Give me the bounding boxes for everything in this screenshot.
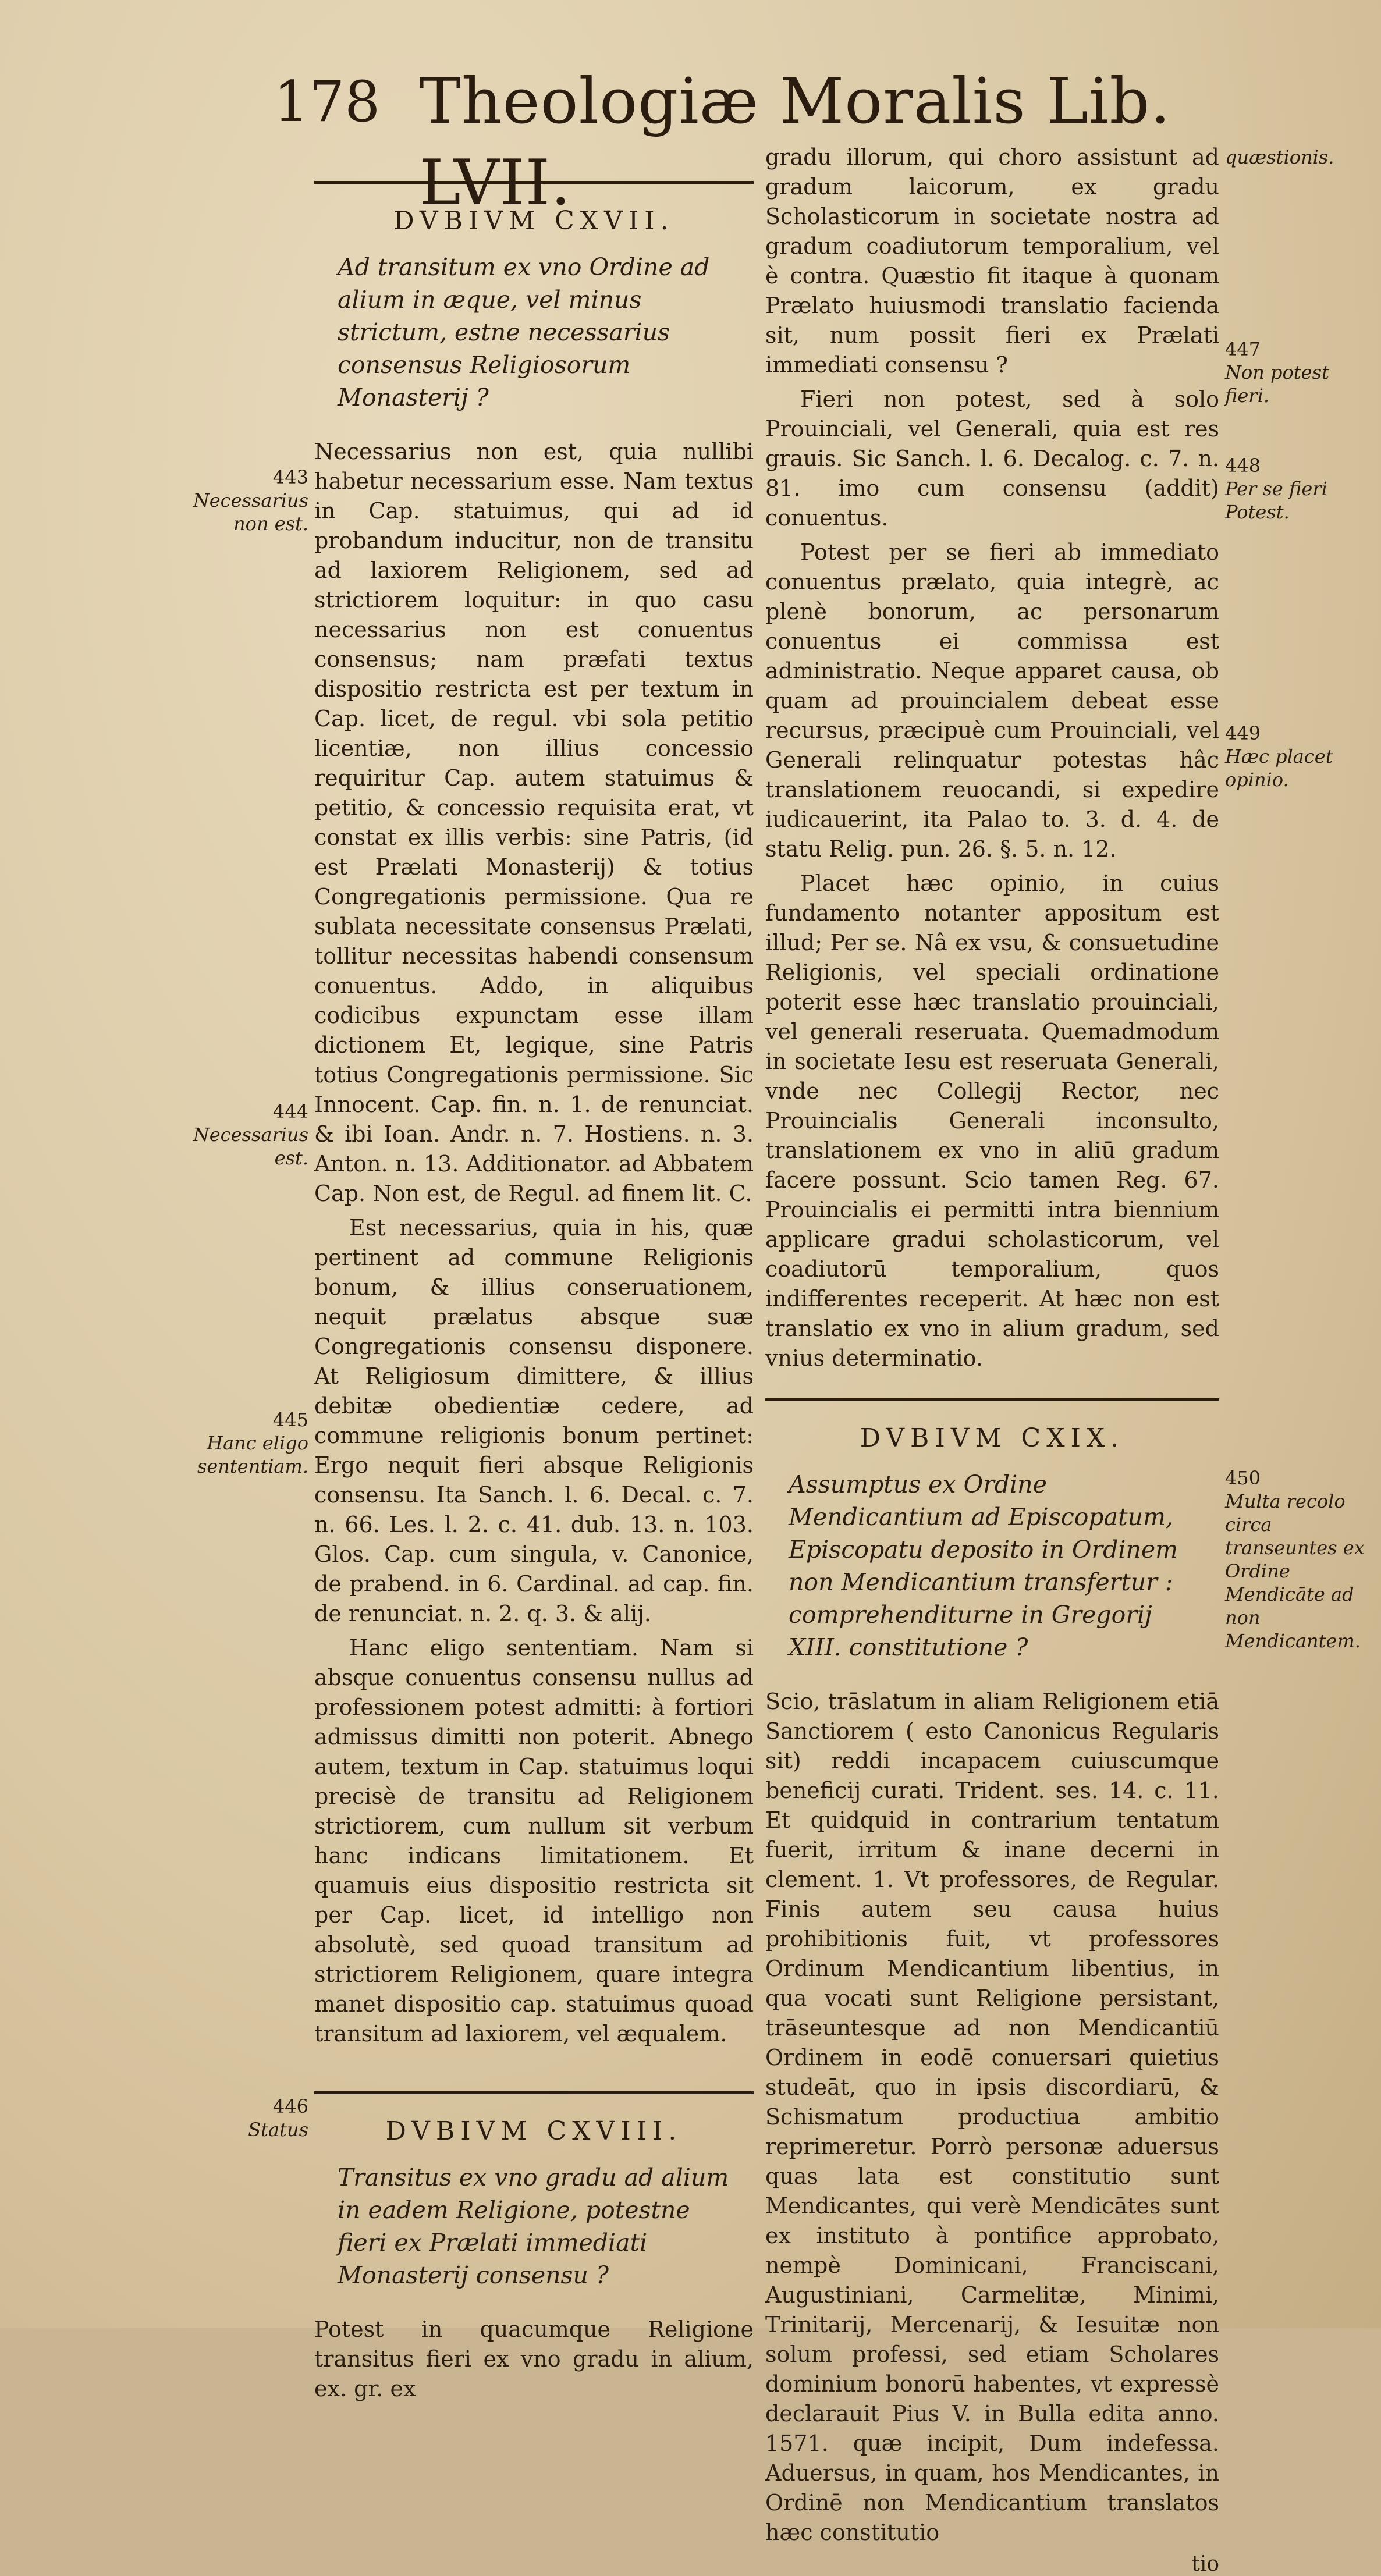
margin-note-448: 448 Per se fieri Potest.: [1225, 454, 1327, 523]
right-continuation: gradu illorum, qui choro assistunt ad gradum laicorum, ex gradu Scholasticorum in societate nostra ad gradum coadiutorum temporalium, vel è contra. Quæstio fit itaque à quonam Prælato huiusmodi translatio facienda sit, num possit fieri ex Prælati immediati consensu ?: [765, 144, 1219, 378]
section-rule: [314, 179, 754, 185]
dubium-119-question: Assumptus ex Ordine Mendicantium ad Episcopatum, Episcopatu deposito in Ordinem non Mendicantium transfertur : comprehenditurne in Gregorij XIII. constitutione ?: [789, 1470, 1178, 1661]
right-paragraph-1: Fieri non potest, sed à solo Prouinciali, vel Generali, quia est res grauis. Sic Sanch. l. 6. Decalog. c. 7. n. 81. imo cum consensu (addit) conuentus.: [765, 386, 1219, 531]
margin-note-443: 443 Necessarius non est.: [193, 466, 308, 535]
dubium-119-paragraph: Scio, trāslatum in aliam Religionem etiā Sanctiorem ( esto Canonicus Regularis sit) reddi incapacem cuiuscumque beneficij curati. Trident. ses. 14. c. 11. Et quidquid in contrarium tentatum fuerit, irritum & inane decerni in clement. 1. Vt professores, de Regular. Finis autem seu causa huius prohibitionis fuit, vt professores Ordinum Mendicantium libentius, in qua vocati sunt Religione persistant, trāseuntesque ad non Mendicantiū Ordinem in eodē conuersari quietius studeāt, quo in ipsis discordiarū, & Schismatum productiua ambitio reprimeretur. Porrò personæ aduersus quas lata est constitutio sunt Mendicantes, qui verè Mendicātes sunt ex instituto à pontifice approbato, nempè Dominicani, Franciscani, Augustiniani, Carmelitæ, Minimi, Trinitarij, Mercenarij, & Iesuitæ non solum professi, sed etiam Scholares dominium bonorū habentes, vt expressè declarauit Pius V. in Bulla edita anno. 1571. quæ incipit, Dum indefessa. Aduersus, in quam, hos Mendicantes, in Ordinē non Mendicantium translatos hæc constitutio: [765, 1689, 1219, 2545]
margin-note-450: 450 Multa recolo circa transeuntes ex Ordine Mendicāte ad non Mendicantem.: [1225, 1467, 1365, 1652]
section-rule: [314, 2090, 754, 2095]
left-column: [314, 169, 754, 2408]
page-number: 178: [274, 69, 381, 134]
dubium-119-title: DVBIVM CXIX.: [860, 1423, 1125, 1453]
dubium-118-title: DVBIVM CXVIII.: [385, 2116, 683, 2146]
margin-note-449: 449 Hæc placet opinio.: [1225, 722, 1333, 791]
right-column: [765, 143, 1219, 2576]
dubium-117-paragraph-3: Hanc eligo sententiam. Nam si absque conuentus consensu nullus ad professionem potest admitti: à fortiori admissus dimitti non poterit. Abnego autem, textum in Cap. statuimus loqui precisè de transitu ad Religionem strictiorem, cum nullum sit verbum hanc indicans limitationem. Et quamuis eius dispositio restricta sit per Cap. licet, id intelligo non absolutè, sed quoad transitum ad strictiorem Religionem, quare integra manet dispositio cap. statuimus quoad transitum ad laxiorem, vel æqualem.: [314, 1635, 754, 2046]
dubium-118-question: Transitus ex vno gradu ad alium in eadem Religione, potestne fieri ex Prælati immediati Monasterij consensu ?: [338, 2163, 729, 2289]
catchword: tio: [1191, 2552, 1219, 2576]
page-header: [274, 61, 1234, 219]
margin-note-444: 444 Necessarius est.: [193, 1100, 308, 1169]
dubium-117-paragraph-1: Necessarius non est, quia nullibi habetur necessarium esse. Nam textus in Cap. statuimus, qui ad id probandum inducitur, non de transitu ad laxiorem Religionem, sed ad strictiorem loquitur: in quo casu necessarius non est conuentus consensus; nam præfati textus dispositio restricta est per textum in Cap. licet, de regul. vbi sola petitio licentiæ, non illius concessio requiritur Cap. autem statuimus & petitio, & concessio requisita erat, vt constat ex illis verbis: sine Patris, (id est Prælati Monasterij) & totius Congregationis permissione. Qua re sublata necessitate consensus Prælati, tollitur necessitas habendi consensum conuentus. Addo, in aliquibus codicibus expunctam esse illam dictionem Et, legique, sine Patris totius Congregationis permissione. Sic Innocent. Cap. fin. n. 1. de renunciat. & ibi Ioan. Andr. n. 7. Hostiens. n. 3. Anton. n. 13. Additionator. ad Abbatem Cap. Non est, de Regul. ad finem lit. C.: [314, 439, 754, 1206]
margin-note-quaestionis: quæstionis.: [1225, 146, 1334, 168]
dubium-118-paragraph: Potest in quacumque Religione transitus fieri ex vno gradu in alium, ex. gr. ex: [314, 2316, 754, 2401]
dubium-117-title: DVBIVM CXVII.: [393, 206, 674, 236]
margin-note-447: 447 Non potest fieri.: [1225, 338, 1329, 407]
margin-note-446: 446 Status: [248, 2095, 308, 2141]
dubium-117-paragraph-2: Est necessarius, quia in his, quæ pertinent ad commune Religionis bonum, & illius conseruationem, nequit prælatus absque suæ Congregationis consensu disponere. At Religiosum dimittere, & illius debitæ obedientiæ cedere, ad commune religionis bonum pertinet: Ergo nequit fieri absque Religionis consensu. Ita Sanch. l. 6. Decal. c. 7. n. 66. Les. l. 2. c. 41. dub. 13. n. 103. Glos. Cap. cum singula, v. Canonice, de prabend. in 6. Cardinal. ad cap. fin. de renunciat. n. 2. q. 3. & alij.: [314, 1215, 754, 1626]
section-rule: [765, 1397, 1219, 1402]
margin-note-445: 445 Hanc eligo sententiam.: [197, 1409, 308, 1477]
right-paragraph-3: Placet hæc opinio, in cuius fundamento notanter appositum est illud; Per se. Nâ ex vsu, & consuetudine Religionis, vel speciali ordinatione poterit esse hæc translatio prouinciali, vel generali reseruata. Quemadmodum in societate Iesu est reseruata Generali, vnde nec Collegij Rector, nec Prouincialis Generali inconsulto, translationem ex vno in aliū gradum facere possunt. Scio tamen Reg. 67. Prouincialis ei permitti intra biennium applicare gradui scholasticorum, vel coadiutorū temporalium, quos indifferentes receperit. At hæc non est translatio ex vno in alium gradum, sed vnius determinatio.: [765, 870, 1219, 1371]
right-paragraph-2: Potest per se fieri ab immediato conuentus prælato, quia integrè, ac plenè bonorum, ac personarum conuentus ei commissa est administratio. Neque apparet causa, ob quam ad prouincialem debeat esse recursus, præcipuè cum Prouinciali, vel Generali relinquatur potestas hâc translationem reuocandi, si expedire iudicauerint, ita Palao to. 3. d. 4. de statu Relig. pun. 26. §. 5. n. 12.: [765, 539, 1219, 862]
dubium-117-question: Ad transitum ex vno Ordine ad alium in æque, vel minus strictum, estne necessarius consensus Religiosorum Monasterij ?: [338, 253, 710, 411]
running-title: Theologiæ Moralis Lib. LVII.: [419, 65, 1171, 219]
